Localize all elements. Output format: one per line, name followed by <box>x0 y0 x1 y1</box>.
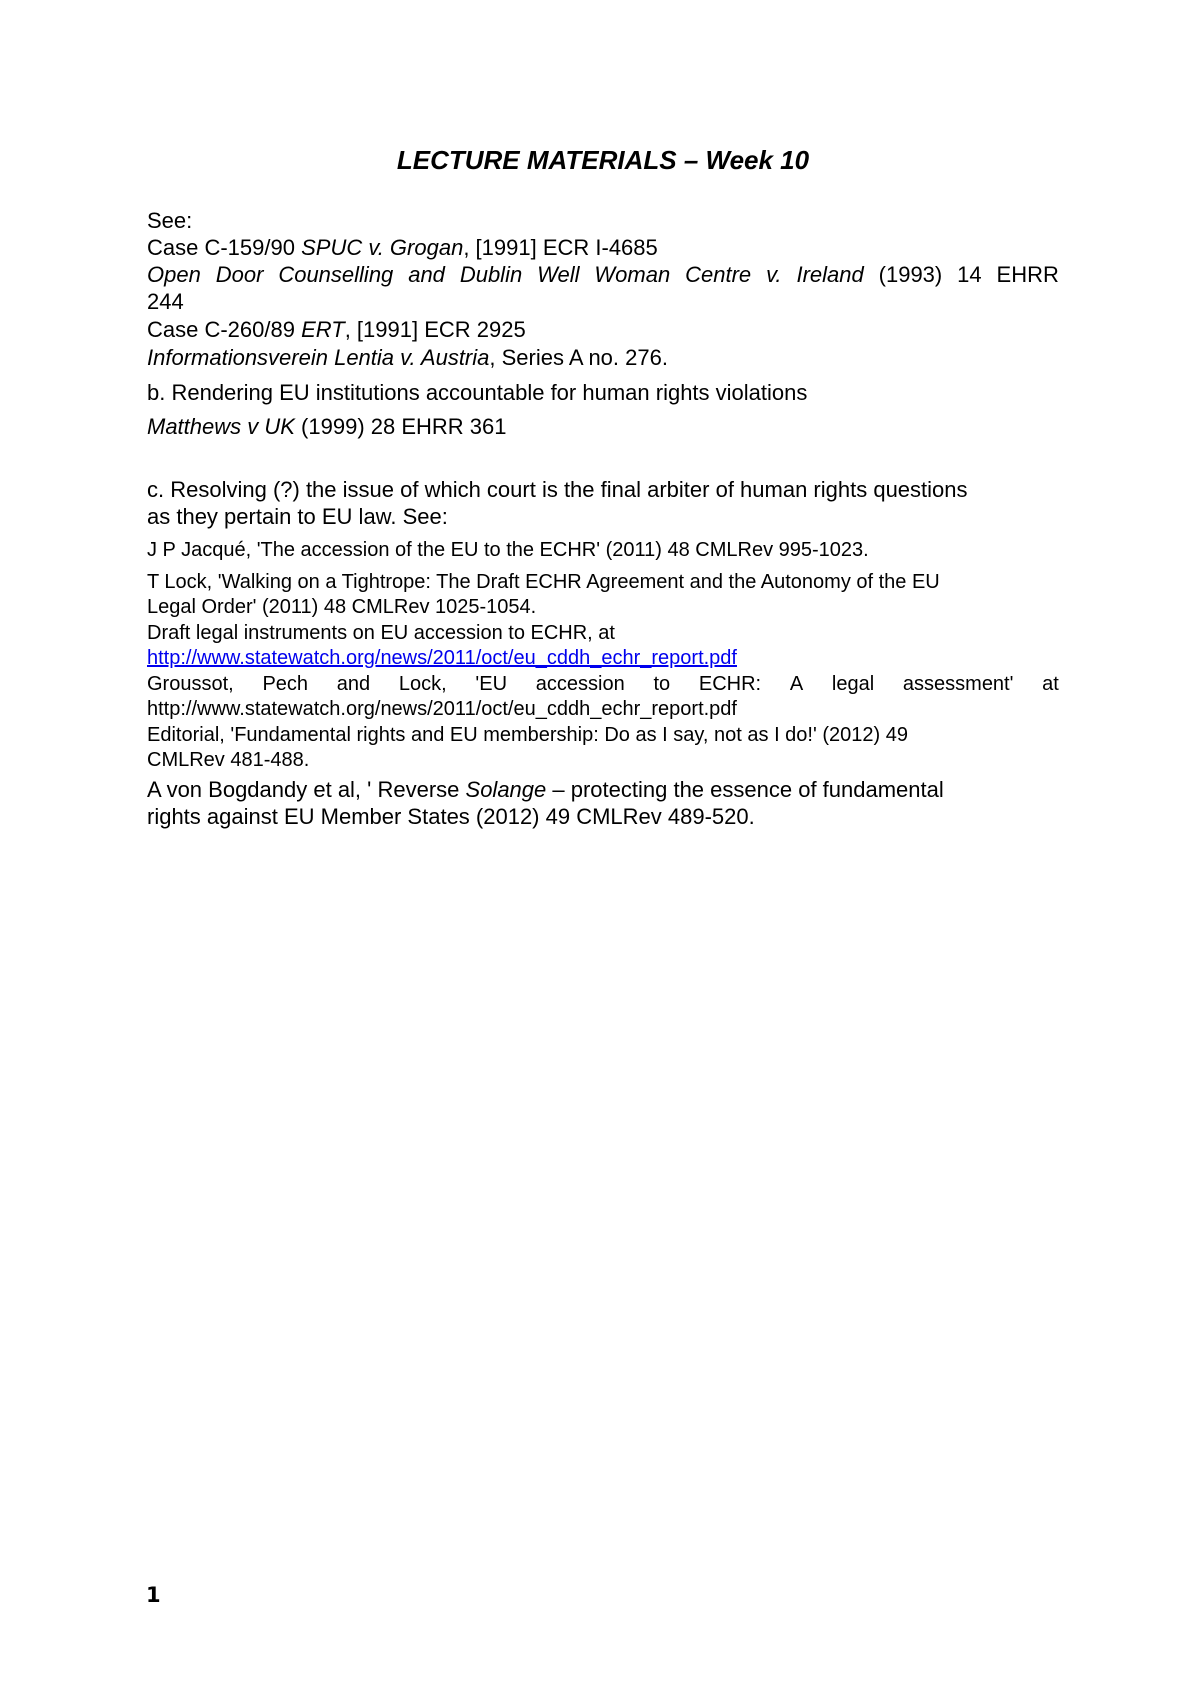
case-citation: , Series A no. 276. <box>489 345 668 370</box>
case-citation: , [1991] ECR I-4685 <box>463 235 658 260</box>
word: 14 <box>957 262 982 287</box>
word: EHRR <box>996 262 1059 287</box>
word: Well <box>537 262 580 287</box>
ref-groussot-line-2: http://www.statewatch.org/news/2011/oct/eu_cddh_echr_report.pdf <box>147 698 737 720</box>
word: Door <box>215 262 264 287</box>
word: legal <box>831 673 875 695</box>
ref-text: A von Bogdandy et al, ' Reverse <box>147 777 466 802</box>
word: Counselling <box>278 262 394 287</box>
case-citation: (1999) 28 EHRR 361 <box>294 414 507 439</box>
case-number: Case C-260/89 <box>147 317 302 342</box>
word: A <box>789 673 804 695</box>
word: Ireland <box>796 262 864 287</box>
case-name: Informationsverein Lentia v. Austria <box>147 345 490 370</box>
case-open-door <box>147 261 1059 288</box>
page-title: LECTURE MATERIALS – Week 10 <box>396 145 810 175</box>
section-c-line-1: c. Resolving (?) the issue of which court is the final arbiter of human rights questions <box>147 477 968 502</box>
word: to <box>653 673 671 695</box>
page-number: 1 <box>146 1583 161 1607</box>
case-lentia <box>147 344 668 371</box>
word: accession <box>535 673 625 695</box>
see-label: See: <box>147 208 193 233</box>
case-name: SPUC v. Grogan <box>301 235 464 260</box>
case-matthews <box>147 413 507 440</box>
ref-bogdandy-line-2: rights against EU Member States (2012) 49 CMLRev 489-520. <box>147 804 755 829</box>
case-citation: , [1991] ECR 2925 <box>344 317 526 342</box>
ref-bogdandy-line-1 <box>147 776 944 803</box>
ref-lock-line-2: Legal Order' (2011) 48 CMLRev 1025-1054. <box>147 596 537 618</box>
word: Pech <box>262 673 309 695</box>
word: (1993) <box>878 262 943 287</box>
ref-groussot-line-1 <box>147 672 1059 697</box>
case-number: Case C-159/90 <box>147 235 302 260</box>
word: Dublin <box>459 262 523 287</box>
ref-draft-line-1: Draft legal instruments on EU accession to ECHR, at <box>147 622 615 644</box>
word: Groussot, <box>147 673 234 695</box>
ref-draft-line-2 <box>147 646 737 671</box>
section-b-heading: b. Rendering EU institutions accountable for human rights violations <box>147 380 808 405</box>
case-name: ERT <box>301 317 345 342</box>
word: 'EU <box>475 673 508 695</box>
word: at <box>1042 673 1059 695</box>
ref-title-italic: Solange <box>465 777 547 802</box>
word: Lock, <box>398 673 447 695</box>
word: assessment' <box>902 673 1014 695</box>
ref-text: – protecting the essence of fundamental <box>546 777 944 802</box>
case-spuc-grogan <box>147 234 658 261</box>
word: Open <box>147 262 201 287</box>
section-c-line-2: as they pertain to EU law. See: <box>147 504 448 529</box>
ref-jacque: J P Jacqué, 'The accession of the EU to the ECHR' (2011) 48 CMLRev 995-1023. <box>147 539 869 561</box>
word: v. <box>766 262 782 287</box>
word: and <box>408 262 445 287</box>
ref-lock-line-1: T Lock, 'Walking on a Tightrope: The Draft ECHR Agreement and the Autonomy of the EU <box>147 571 940 593</box>
word: Centre <box>685 262 752 287</box>
ref-editorial-line-2: CMLRev 481-488. <box>147 749 310 771</box>
word: and <box>336 673 371 695</box>
word: Woman <box>594 262 671 287</box>
ref-editorial-line-1: Editorial, 'Fundamental rights and EU membership: Do as I say, not as I do!' (2012) 49 <box>147 724 908 746</box>
case-open-door-continued: 244 <box>147 289 184 314</box>
word: ECHR: <box>698 673 762 695</box>
statewatch-link[interactable]: http://www.statewatch.org/news/2011/oct/eu_cddh_echr_report.pdf <box>147 647 737 669</box>
case-name: Matthews v UK <box>147 414 295 439</box>
case-ert <box>147 316 526 343</box>
